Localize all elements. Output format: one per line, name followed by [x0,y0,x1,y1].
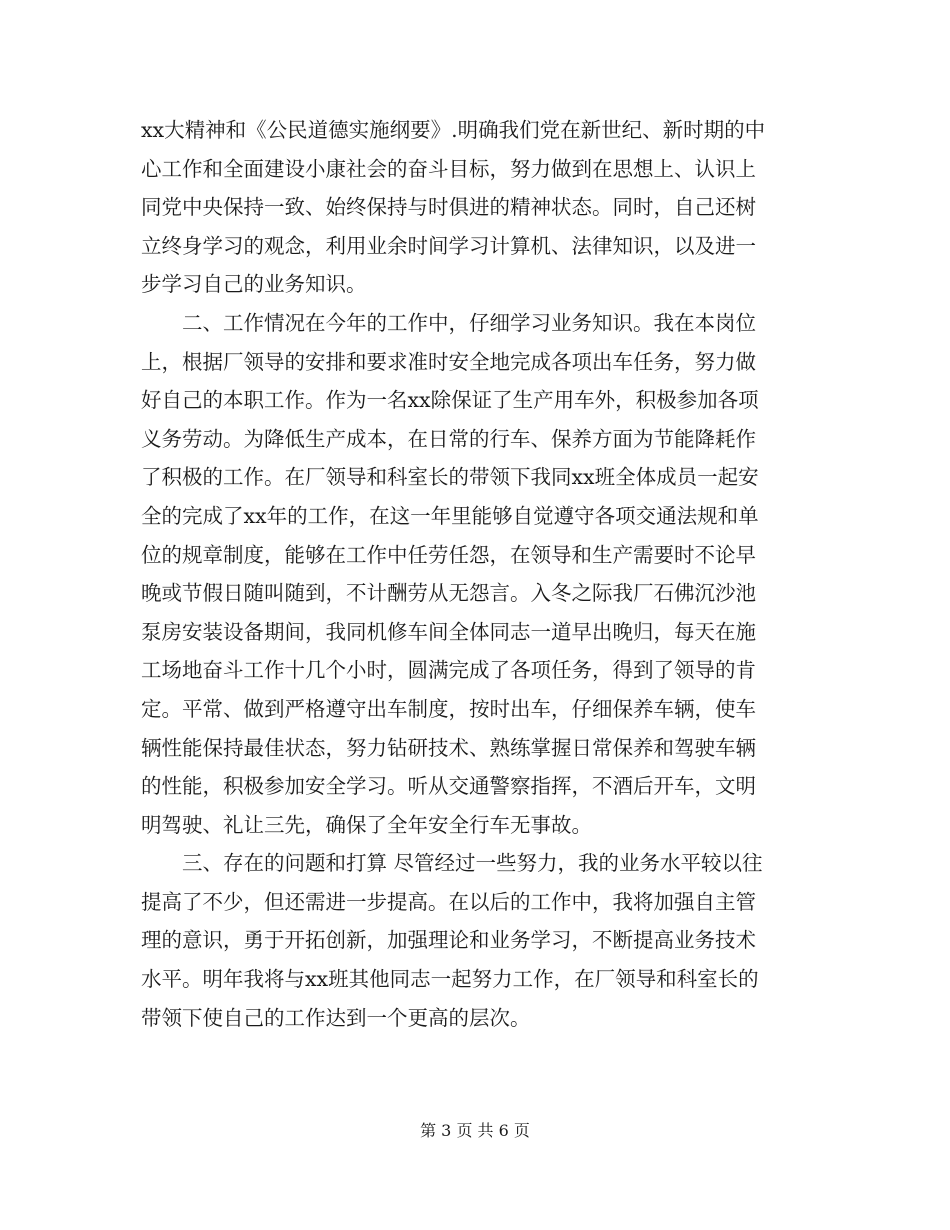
text-line: 三、存在的问题和打算 尽管经过一些努力，我的业务水平较以往 [141,851,763,876]
text-line: 二、工作情况在今年的工作中，仔细学习业务知识。我在本岗位 [141,310,756,335]
text-line: 上，根据厂领导的安排和要求准时安全地完成各项出车任务，努力做 [141,349,756,374]
text-line: 定。平常、做到严格遵守出车制度，按时出车，仔细保养车辆，使车 [141,696,756,721]
text-line: 义务劳动。为降低生产成本，在日常的行车、保养方面为节能降耗作 [141,426,756,451]
text-line: 泵房安装设备期间，我同机修车间全体同志一道早出晚归，每天在施 [141,619,756,644]
document-body [141,111,811,1037]
text-line: 了积极的工作。在厂领导和科室长的带领下我同xx班全体成员一起安 [141,465,759,490]
text-line: 同党中央保持一致、始终保持与时俱进的精神状态。同时，自己还树 [141,195,756,220]
text-line: 带领下使自己的工作达到一个更高的层次。 [141,1005,531,1030]
text-line: 理的意识，勇于开拓创新，加强理论和业务学习，不断提高业务技术 [141,928,756,953]
text-line: 提高了不少，但还需进一步提高。在以后的工作中，我将加强自主管 [141,889,756,914]
text-line: 好自己的本职工作。作为一名xx除保证了生产用车外，积极参加各项 [141,388,759,413]
page-footer: 第 3 页 共 6 页 [420,1121,530,1140]
text-line: 水平。明年我将与xx班其他同志一起努力工作，在厂领导和科室长的 [141,967,759,992]
text-line: 明驾驶、礼让三先，确保了全年安全行车无事故。 [141,812,592,837]
text-line: 全的完成了xx年的工作，在这一年里能够自觉遵守各项交通法规和单 [141,503,759,528]
text-line: xx大精神和《公民道德实施纲要》.明确我们党在新世纪、新时期的中 [141,118,766,142]
text-line: 的性能，积极参加安全学习。听从交通警察指挥，不酒后开车，文明 [141,774,756,799]
text-line: 位的规章制度，能够在工作中任劳任怨，在领导和生产需要时不论早 [141,542,756,567]
text-line: 步学习自己的业务知识。 [141,272,367,297]
text-line: 立终身学习的观念，利用业余时间学习计算机、法律知识，以及进一 [141,233,756,258]
text-line: 晚或节假日随叫随到，不计酬劳从无怨言。入冬之际我厂石佛沉沙池 [141,581,756,606]
text-line: 辆性能保持最佳状态，努力钻研技术、熟练掌握日常保养和驾驶车辆 [141,735,756,760]
text-line: 心工作和全面建设小康社会的奋斗目标，努力做到在思想上、认识上 [141,156,756,181]
text-line: 工场地奋斗工作十几个小时，圆满完成了各项任务，得到了领导的肯 [141,658,756,683]
